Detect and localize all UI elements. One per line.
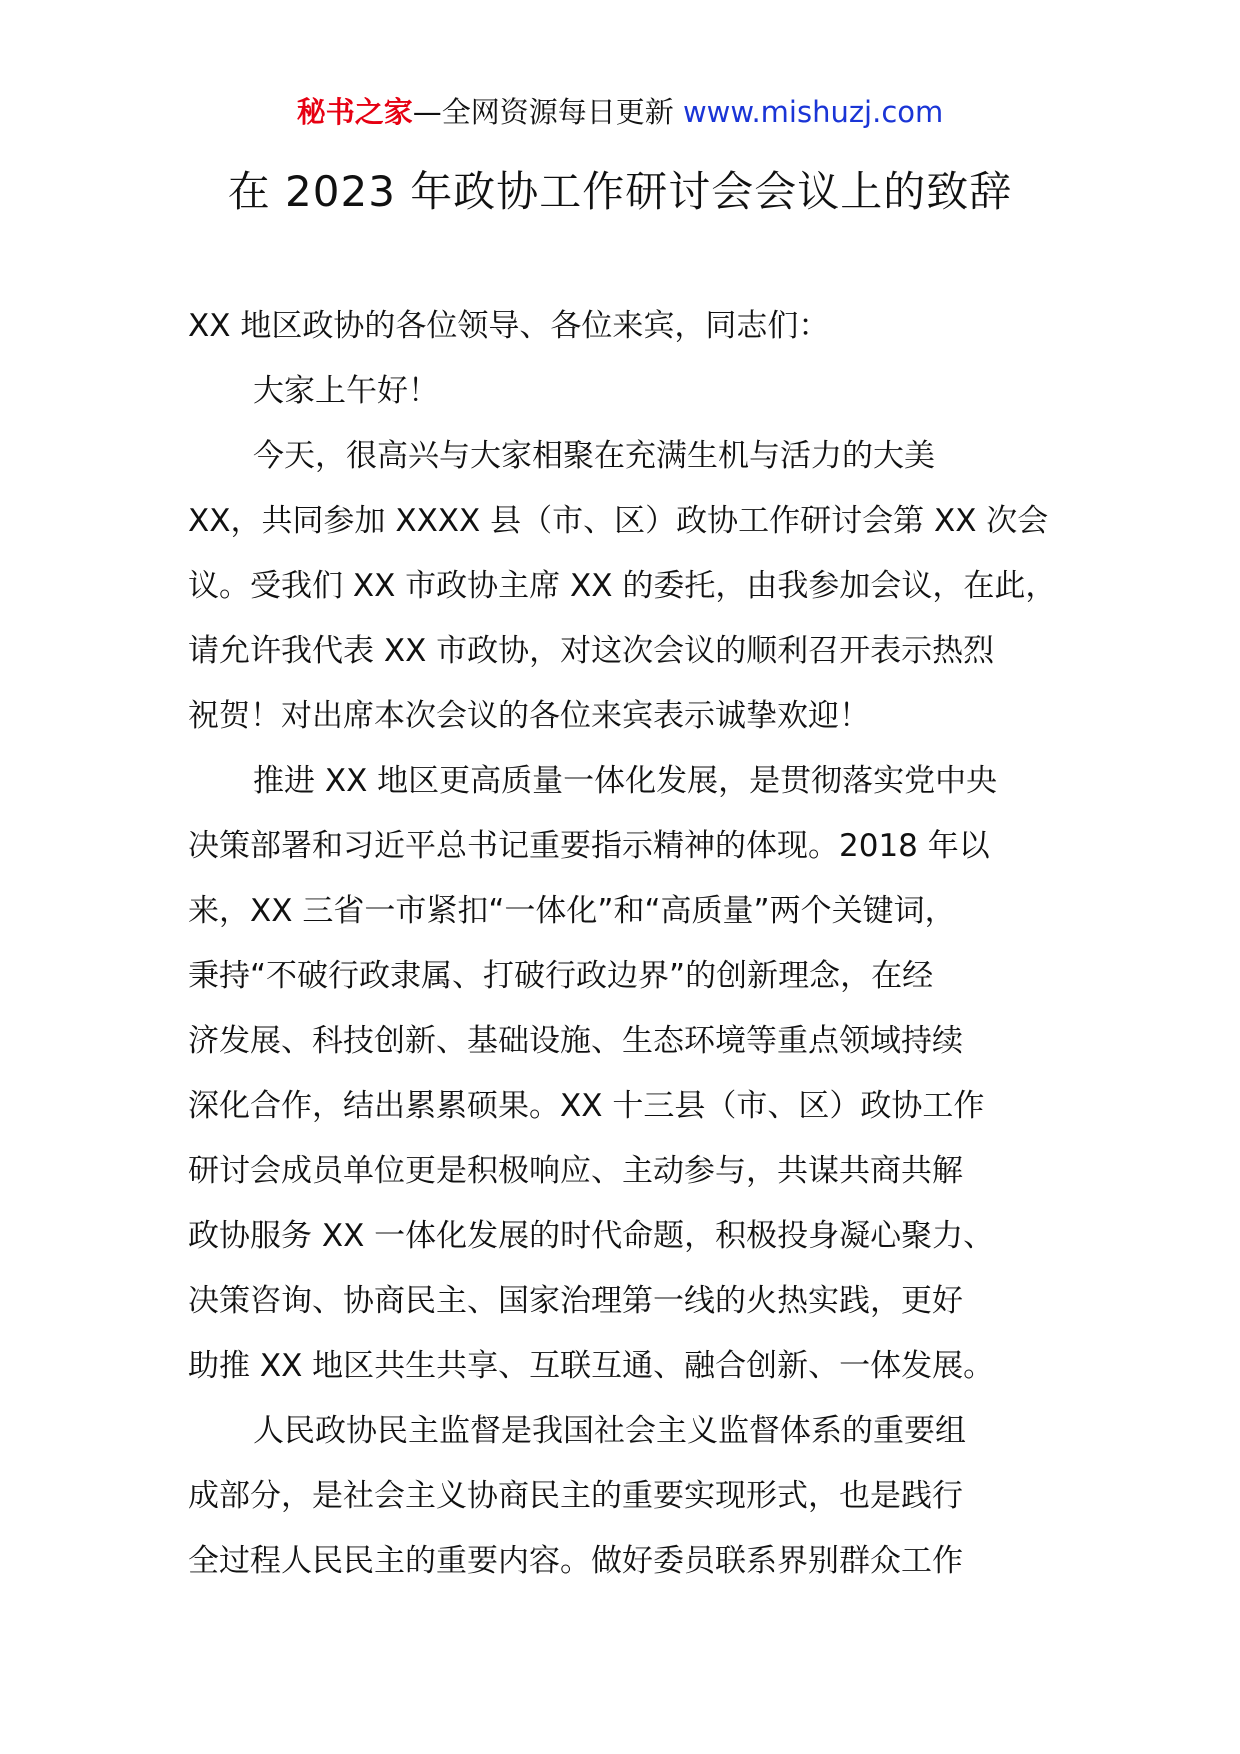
document-title: 在 2023 年政协工作研讨会会议上的致辞: [227, 167, 1013, 216]
paragraph-line: 人民政协民主监督是我国社会主义监督体系的重要组: [253, 1413, 966, 1449]
paragraph-line: XX，共同参加 XXXX 县（市、区）政协工作研讨会第 XX 次会: [188, 503, 1049, 539]
paragraph-line: 深化合作，结出累累硕果。XX 十三县（市、区）政协工作: [188, 1088, 985, 1124]
paragraph-line: 今天，很高兴与大家相聚在充满生机与活力的大美: [253, 438, 935, 474]
document-body: [188, 294, 1088, 1594]
paragraph-line: 决策部署和习近平总书记重要指示精神的体现。2018 年以: [188, 828, 990, 864]
paragraph-line: 秉持“不破行政隶属、打破行政边界”的创新理念，在经: [188, 958, 934, 994]
paragraph-line: 大家上午好！: [253, 373, 439, 409]
paragraph-line: 成部分，是社会主义协商民主的重要实现形式，也是践行: [188, 1478, 963, 1514]
paragraph-line: 议。受我们 XX 市政协主席 XX 的委托，由我参加会议，在此，: [188, 568, 1057, 604]
paragraph-line: 请允许我代表 XX 市政协，对这次会议的顺利召开表示热烈: [188, 633, 995, 669]
paragraph-line: 推进 XX 地区更高质量一体化发展，是贯彻落实党中央: [253, 763, 998, 799]
paragraph-line: 研讨会成员单位更是积极响应、主动参与，共谋共商共解: [188, 1153, 963, 1189]
paragraph-line: 助推 XX 地区共生共享、互联互通、融合创新、一体发展。: [188, 1348, 995, 1384]
paragraph-line: 来，XX 三省一市紧扣“一体化”和“高质量”两个关键词，: [188, 893, 956, 929]
site-header: [0, 92, 1240, 132]
site-tagline: —全网资源每日更新: [412, 95, 683, 129]
paragraph-line: 全过程人民民主的重要内容。做好委员联系界别群众工作: [188, 1543, 963, 1579]
site-brand: 秘书之家: [296, 95, 413, 129]
paragraph-line: 政协服务 XX 一体化发展的时代命题，积极投身凝心聚力、: [188, 1218, 995, 1254]
salutation-line: XX 地区政协的各位领导、各位来宾，同志们：: [188, 308, 830, 344]
site-url-link[interactable]: www.mishuzj.com: [682, 95, 944, 129]
paragraph-line: 济发展、科技创新、基础设施、生态环境等重点领域持续: [188, 1023, 963, 1059]
paragraph-line: 祝贺！对出席本次会议的各位来宾表示诚挚欢迎！: [188, 698, 870, 734]
paragraph-line: 决策咨询、协商民主、国家治理第一线的火热实践，更好: [188, 1283, 963, 1319]
